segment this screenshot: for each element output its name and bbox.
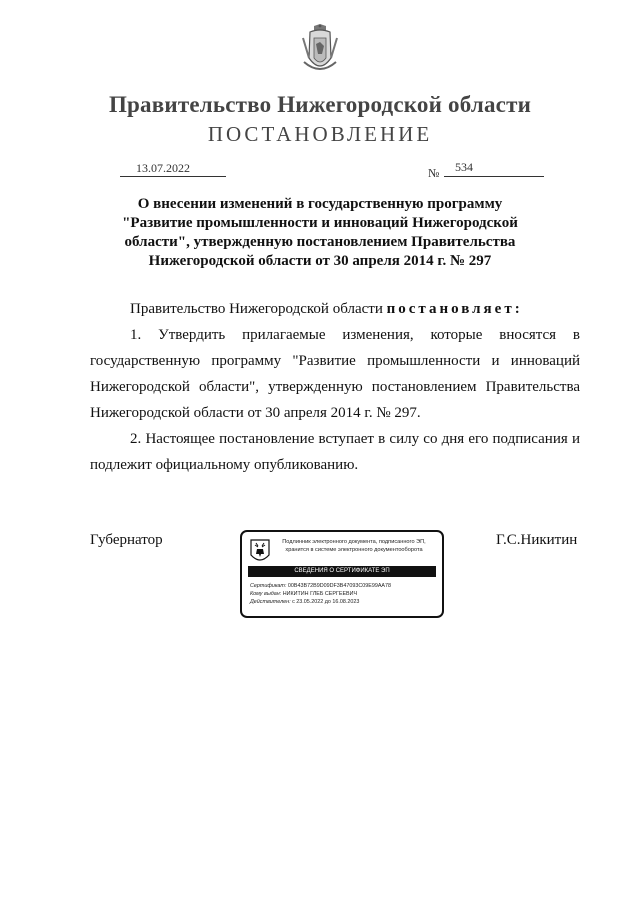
document-type: ПОСТАНОВЛЕНИЕ [207, 122, 433, 146]
document-subject: О внесении изменений в государственную программу "Развитие промышленности и инноваций Нижегородской области", утвержденную постановлением Правительства Нижегородской области от 30 апреля 2014 г. № 297 [122, 196, 518, 269]
preamble [90, 296, 580, 322]
valid-label: Действителен: [250, 599, 291, 605]
number-underline [444, 176, 544, 177]
stamp-note: Подлинник электронного документа, подписанного ЭП, хранится в системе электронного документооборота [282, 539, 426, 553]
number-sign: № [428, 166, 440, 180]
issued-value: НИКИТИН ГЛЕБ СЕРГЕЕВИЧ [282, 591, 358, 597]
cert-label: Сертификат: [250, 583, 287, 589]
signer-name: Г.С.Никитин [496, 532, 578, 548]
preamble-verb: постановляет: [386, 301, 523, 317]
coat-of-arms-icon [300, 24, 340, 76]
certificate-details [250, 582, 438, 606]
electronic-signature-stamp [240, 530, 444, 618]
certificate-header: СВЕДЕНИЯ О СЕРТИФИКАТЕ ЭП [248, 566, 436, 577]
preamble-lead: Правительство Нижегородской области [130, 301, 387, 317]
document-number: 534 [455, 160, 473, 174]
deer-emblem-icon [250, 538, 270, 564]
valid-value: с 23.05.2022 до 16.08.2023 [292, 599, 360, 605]
signer-position: Губернатор [90, 532, 163, 548]
date-underline [120, 176, 226, 177]
document-date: 13.07.2022 [136, 161, 190, 175]
government-title: Правительство Нижегородской области [108, 92, 532, 117]
item-2: 2. Настоящее постановление вступает в силу со дня его подписания и подлежит официальному опубликованию. [90, 431, 580, 473]
issued-label: Кому выдан: [250, 591, 282, 597]
cert-value: 00B43B72B9D09DF3B47093C09E99AA78 [287, 583, 392, 589]
item-1: 1. Утвердить прилагаемые изменения, которые вносятся в государственную программу "Развитие промышленности и инноваций Нижегородской области", утвержденную постановлением Правительства Нижегородской области от 30 апреля 2014 г. № 297. [90, 327, 580, 421]
